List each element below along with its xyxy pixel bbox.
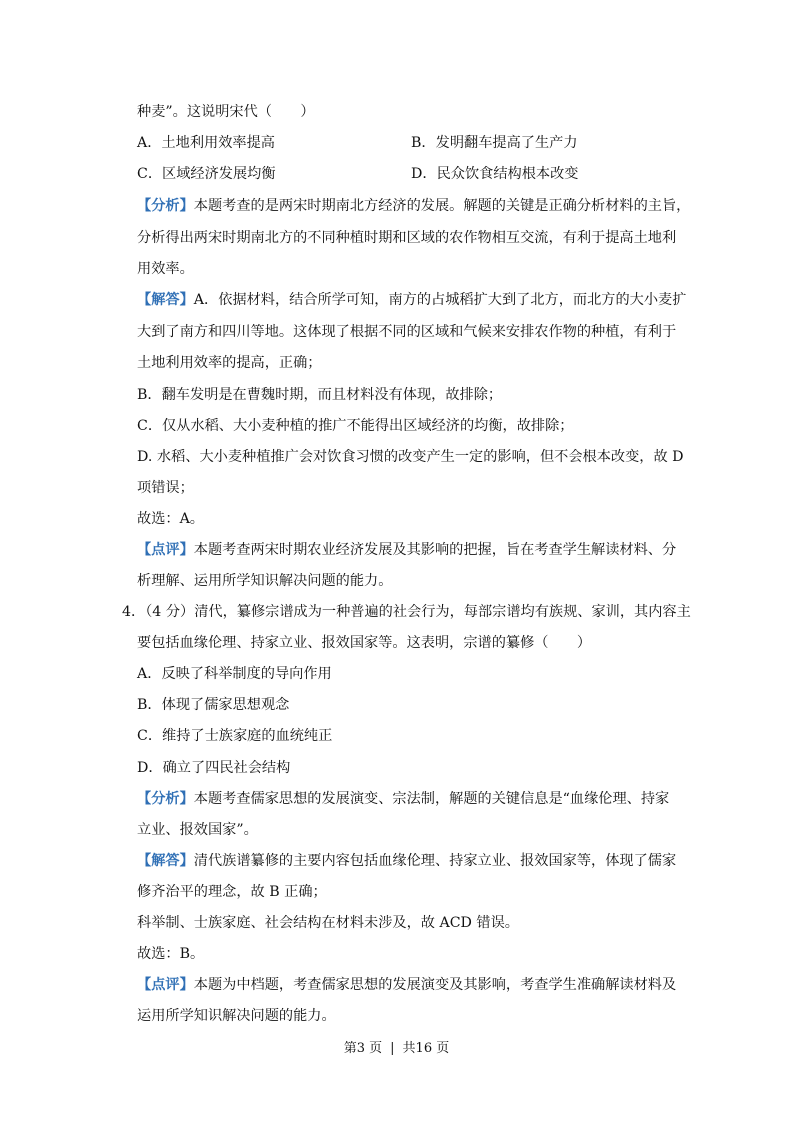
q4-answer-line-3: 科举制、士族家庭、社会结构在材料未涉及，故 ACD 错误。 — [137, 915, 519, 931]
q4-stem-line-1 — [122, 602, 691, 622]
q4-comment-line-1 — [137, 975, 676, 995]
q4-analysis-tag: 【分析】 — [137, 791, 194, 807]
q4-option-c-text: 维持了士族家庭的血统纯正 — [162, 728, 333, 744]
q4-option-b — [137, 695, 289, 715]
q4-answer-line-1 — [137, 851, 676, 871]
q4-option-b-text: 体现了儒家思想观念 — [161, 697, 290, 713]
q3-option-a-label: A． — [137, 135, 162, 151]
page-footer — [0, 1040, 793, 1058]
q3-answer-line-2: 大到了南方和四川等地。这体现了根据不同的区域和气候来安排农作物的种植，有利于 — [137, 324, 677, 340]
q4-stem-line-2: 要包括血缘伦理、持家立业、报效国家等。这表明，宗谱的纂修（ ） — [137, 635, 592, 651]
q3-answer-line-4: B．翻车发明是在曹魏时期，而且材料没有体现，故排除； — [137, 387, 503, 403]
q3-option-b-label: B． — [411, 135, 436, 151]
q4-option-a-text: 反映了科举制度的导向作用 — [161, 666, 332, 682]
q3-comment-tag: 【点评】 — [137, 542, 194, 558]
q4-option-a-label: A． — [137, 666, 162, 682]
q3-option-a-text: 土地利用效率提高 — [161, 135, 275, 151]
q3-option-c-text: 区域经济发展均衡 — [162, 166, 276, 182]
q4-answer-line-4: 故选：B。 — [137, 946, 205, 962]
q4-analysis-line-2: 立业、报效国家”。 — [137, 822, 258, 838]
q4-answer-text-1: 清代族谱纂修的主要内容包括血缘伦理、持家立业、报效国家等，体现了儒家 — [193, 853, 677, 869]
q4-answer-tag: 【解答】 — [137, 853, 194, 869]
q3-answer-line-8: 故选：A。 — [137, 511, 204, 527]
q3-option-d — [411, 164, 578, 184]
q3-option-c — [137, 164, 276, 184]
q3-comment-text-1: 本题考查两宋时期农业经济发展及其影响的把握，旨在考查学生解读材料、分 — [193, 542, 677, 558]
q4-stem-text-1: （4 分）清代，纂修宗谱成为一种普遍的社会行为，每部宗谱均有族规、家训，其内容主 — [145, 604, 691, 620]
page-number: 第3 页 — [343, 1041, 383, 1056]
q3-option-a — [137, 133, 275, 153]
q3-option-c-label: C． — [137, 166, 163, 182]
q3-comment-line-2: 析理解、运用所学知识解决问题的能力。 — [137, 573, 393, 589]
q3-option-b-text: 发明翻车提高了生产力 — [435, 135, 578, 151]
q3-answer-line-5: C．仅从水稻、大小麦种植的推广不能得出区域经济的均衡，故排除； — [137, 418, 574, 434]
q3-answer-tag: 【解答】 — [137, 292, 194, 308]
q3-answer-line-1 — [137, 290, 686, 310]
q3-option-d-label: D． — [411, 166, 437, 182]
q3-answer-text-1: A．依据材料，结合所学可知，南方的占城稻扩大到了北方，而北方的大小麦扩 — [193, 292, 687, 308]
q3-analysis-tag: 【分析】 — [137, 198, 194, 214]
q4-option-b-label: B． — [137, 697, 162, 713]
q4-comment-line-2: 运用所学知识解决问题的能力。 — [137, 1008, 336, 1024]
q3-option-d-text: 民众饮食结构根本改变 — [436, 166, 579, 182]
q3-answer-line-7: 项错误； — [137, 480, 194, 496]
q4-analysis-text-1: 本题考查儒家思想的发展演变、宗法制，解题的关键信息是“血缘伦理、持家 — [193, 791, 670, 807]
q4-option-d-label: D． — [137, 760, 163, 776]
q3-analysis-text-1: 本题考查的是两宋时期南北方经济的发展。解题的关键是正确分析材料的主旨， — [193, 198, 691, 214]
q4-option-d-text: 确立了四民社会结构 — [162, 760, 291, 776]
q3-answer-line-3: 土地利用效率的提高，正确； — [137, 355, 322, 371]
q4-answer-line-2: 修齐治平的理念，故 B 正确； — [137, 884, 327, 900]
q4-comment-tag: 【点评】 — [137, 977, 194, 993]
q4-number: 4． — [122, 604, 146, 620]
q4-option-c-label: C． — [137, 728, 163, 744]
q3-analysis-line-1 — [137, 196, 690, 216]
q3-analysis-line-2: 分析得出两宋时期南北方的不同种植时期和区域的农作物相互交流，有利于提高土地利 — [137, 230, 677, 246]
q4-option-d — [137, 758, 290, 778]
q3-stem-tail: 种麦”。这说明宋代（ ） — [137, 104, 315, 120]
q3-answer-line-6: D. 水稻、大小麦种植推广会对饮食习惯的改变产生一定的影响，但不会根本改变，故 D — [137, 449, 684, 465]
page-total: 共16 页 — [402, 1041, 450, 1056]
footer-separator: | — [390, 1041, 395, 1056]
q3-comment-line-1 — [137, 540, 676, 560]
q4-analysis-line-1 — [137, 789, 669, 809]
q4-option-a — [137, 664, 332, 684]
q4-comment-text-1: 本题为中档题，考查儒家思想的发展演变及其影响，考查学生准确解读材料及 — [193, 977, 677, 993]
q3-option-b — [411, 133, 578, 153]
q4-option-c — [137, 726, 332, 746]
q3-analysis-line-3: 用效率。 — [137, 261, 194, 277]
